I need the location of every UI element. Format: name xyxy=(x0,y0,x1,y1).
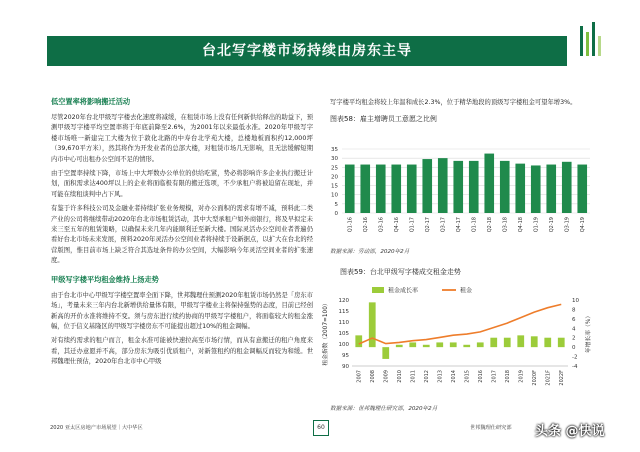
right-column xyxy=(330,98,588,124)
y-right-tick-label: 2 xyxy=(572,335,576,342)
y-tick-label: 5 xyxy=(334,201,338,208)
chart58-source: 数据来源：劳动部，2020年2月 xyxy=(330,249,410,255)
y-tick-label: 0 xyxy=(334,211,338,217)
x-tick-label: 2014 xyxy=(451,370,458,383)
growth-bar xyxy=(558,338,565,347)
paragraph-2: 由于空置率持续下降，市场上中大坪数办公单位的供给吃紧，势必将影响许多企业执行搬迁计划，面积需求达400坪以上的企业将面临极有限的搬迁选项，不少承租户将被迫留在现址，并可能在续租谈判中占下风。 xyxy=(51,170,313,198)
chart58-bar-chart xyxy=(318,143,600,243)
growth-bar xyxy=(423,345,430,347)
legend-swatch-growth xyxy=(372,287,384,293)
y-left-axis-title: 租金指数（2007=100） xyxy=(323,300,329,366)
paragraph-4: 由于台北市中心甲级写字楼空置率全面下降，世邦魏理仕预测2020年租赁市场仍然是「房东市场」，考量未来三年内台北新增供给量体有限，甲级写字楼业主将保持强势的态度，目前已经创新高的开价水准将维持不变。须与房东进行续约协商的甲级写字楼租户，将面临较大的租金涨幅，位于信义基隆区的甲级写字楼房东不可能提出超过10%的租金调幅。 xyxy=(51,291,313,330)
bar xyxy=(407,165,417,213)
x-tick-label: Q2-18 xyxy=(487,217,494,233)
bar xyxy=(531,165,541,213)
x-tick-label: 2013 xyxy=(437,370,444,383)
bar xyxy=(469,161,479,213)
y-left-tick-label: 105 xyxy=(338,331,349,337)
bar xyxy=(438,158,448,213)
watermark: 头条 @快说 xyxy=(535,424,605,439)
x-tick-label: 2008 xyxy=(370,370,377,383)
growth-bar xyxy=(382,347,389,359)
page-title: 台北写字楼市场持续由房东主导 xyxy=(47,36,567,66)
y-left-tick-label: 90 xyxy=(342,364,349,370)
y-right-tick-label: 10 xyxy=(572,298,579,304)
y-right-tick-label: -4 xyxy=(572,364,578,370)
y-left-tick-label: 95 xyxy=(342,353,349,359)
chart59-title: 图表59：台北甲级写字楼成交租金走势 xyxy=(340,268,461,276)
bar xyxy=(360,165,370,213)
y-left-tick-label: 120 xyxy=(338,298,349,304)
x-tick-label: 2010 xyxy=(397,370,404,383)
bar xyxy=(562,162,572,213)
x-tick-label: Q2-16 xyxy=(363,217,370,233)
bar xyxy=(391,165,401,213)
bar xyxy=(484,154,494,213)
x-tick-label: 2016 xyxy=(478,370,485,383)
x-tick-label: 2019 xyxy=(518,370,525,383)
paragraph-5: 对有续约需求的租户而言，租金水准可能被快速拉高至市场行情，而从有意搬迁的租户角度来看，其迁办意愿并不高，部分房东为吸引优质租户，对新签租约的租金调幅反而较为和缓。世邦魏理仕预估，2020年台北市中心甲级 xyxy=(51,337,313,366)
x-tick-label: Q4-17 xyxy=(456,217,463,233)
growth-bar xyxy=(450,342,457,347)
growth-bar xyxy=(355,335,362,347)
x-tick-label: 2020F xyxy=(532,370,539,386)
x-tick-label: Q2-17 xyxy=(425,217,432,233)
y-right-tick-label: 6 xyxy=(572,316,576,323)
x-tick-label: Q4-16 xyxy=(394,217,401,233)
growth-bar xyxy=(531,336,538,347)
decorative-bars-icon xyxy=(578,22,606,58)
bar xyxy=(515,164,525,213)
y-right-tick-label: 8 xyxy=(572,307,576,314)
x-tick-label: 2022F xyxy=(559,370,566,386)
growth-bar xyxy=(463,345,470,347)
y-left-tick-label: 115 xyxy=(338,309,349,315)
x-tick-label: Q1-17 xyxy=(409,217,416,233)
bar xyxy=(500,161,510,213)
paragraph-3: 有鉴于许多科技公司及金融业者持续扩张业务规模，对办公面积的需求有增不减，预料此二类产业的公司将继续带动2020年台北市场租赁活动，其中大型承租户如外商银行，将及早拟定未来三至五年的租赁策略，以确保未来几年内能顺利迁至新大楼。国际灵活办公空间业者普遍仍看好台北市场未来发展，预料2020年灵活办公空间业者将持续于设新据点，以扩大在台北的经营版图，惟目前市场上缺乏符合其选址条件的办公空间，大幅影响今年灵活空间业者的扩张速度。 xyxy=(51,205,313,265)
bar xyxy=(577,165,587,213)
x-tick-label: 2011 xyxy=(410,370,417,383)
y-tick-label: 15 xyxy=(331,183,338,190)
y-right-tick-label: 0 xyxy=(572,345,576,352)
x-tick-label: Q4-18 xyxy=(518,217,525,233)
chart58-title: 图表58：雇主增聘员工意愿之比例 xyxy=(330,115,437,124)
section-heading-vacancy: 低空置率将影响搬迁活动 xyxy=(51,97,131,106)
x-tick-label: Q1-16 xyxy=(347,217,354,233)
x-tick-label: 2007 xyxy=(356,370,363,383)
left-column xyxy=(51,97,313,372)
chart59-source: 数据来源：世邦魏理仕研究部，2020年2月 xyxy=(330,406,438,412)
bar xyxy=(345,165,355,213)
y-right-tick-label: -2 xyxy=(572,354,578,361)
page-number: 60 xyxy=(313,420,329,436)
growth-bar xyxy=(517,335,524,347)
bar xyxy=(546,165,556,213)
section-heading-rent: 甲级写字楼平均租金维持上扬走势 xyxy=(51,274,159,284)
x-tick-label: 2009 xyxy=(383,370,390,383)
paragraph-right-top: 写字楼平均租金将较上年温和成长2.3%，位于精华地段的顶级写字楼租金可望年增3%。 xyxy=(330,99,577,106)
x-tick-label: Q3-16 xyxy=(378,217,385,233)
x-tick-label: 2018 xyxy=(505,370,512,383)
growth-bar xyxy=(369,302,376,347)
bar xyxy=(376,165,386,213)
y-right-tick-label: 4 xyxy=(572,326,576,333)
y-left-tick-label: 110 xyxy=(338,320,349,326)
footer-right: 世邦魏理仕研究部 xyxy=(470,425,512,431)
y-tick-label: 20 xyxy=(331,174,338,181)
y-tick-label: 30 xyxy=(331,156,338,163)
growth-bar xyxy=(436,342,443,347)
x-tick-label: Q3-19 xyxy=(564,217,571,233)
x-tick-label: Q1-18 xyxy=(471,217,478,233)
legend-label-growth: 租金成长率 xyxy=(388,287,419,295)
y-tick-label: 10 xyxy=(331,192,338,199)
y-tick-label: 35 xyxy=(331,147,338,153)
y-tick-label: 25 xyxy=(331,165,338,172)
growth-bar xyxy=(490,338,497,347)
x-tick-label: Q4-19 xyxy=(580,217,587,233)
growth-bar xyxy=(544,338,551,347)
growth-bar xyxy=(477,342,484,347)
legend-label-rent: 租金 xyxy=(460,287,473,295)
chart59-rent-chart xyxy=(318,282,600,404)
footer-left: 2020 亚太区房地产市场展望｜大中华区 xyxy=(50,425,143,431)
x-tick-label: 2021F xyxy=(545,370,552,386)
x-tick-label: 2012 xyxy=(424,370,431,383)
y-left-tick-label: 100 xyxy=(338,342,349,348)
paragraph-1: 尽管2020年台北甲级写字楼去化速度将减缓，在租赁市场上没有任何新供给释出的助益下，预测甲级写字楼平均空置率将于年底前降至2.6%，为2001年以来最低水准。2020年甲级写字楼市场唯一新建完工大楼为位于敦化北路的中寿台北学苑大楼，总楼地板面积约12,000坪（39,670平方米），然其将作为开发业者的总部大楼，对租赁市场几无影响，且无法缓解短期内市中心可出租办公空间不足的情形。 xyxy=(51,114,313,163)
growth-bar xyxy=(409,342,416,347)
x-tick-label: Q1-19 xyxy=(533,217,540,233)
bar xyxy=(453,161,463,213)
bar xyxy=(422,159,432,213)
x-tick-label: Q2-19 xyxy=(549,217,556,233)
growth-bar xyxy=(396,345,403,347)
x-tick-label: 2015 xyxy=(464,370,471,383)
x-tick-label: Q3-17 xyxy=(440,217,447,233)
growth-bar xyxy=(504,338,511,347)
y-right-axis-title: 年增长率（%） xyxy=(586,312,592,354)
x-tick-label: Q3-18 xyxy=(502,217,509,233)
x-tick-label: 2017 xyxy=(491,370,498,383)
